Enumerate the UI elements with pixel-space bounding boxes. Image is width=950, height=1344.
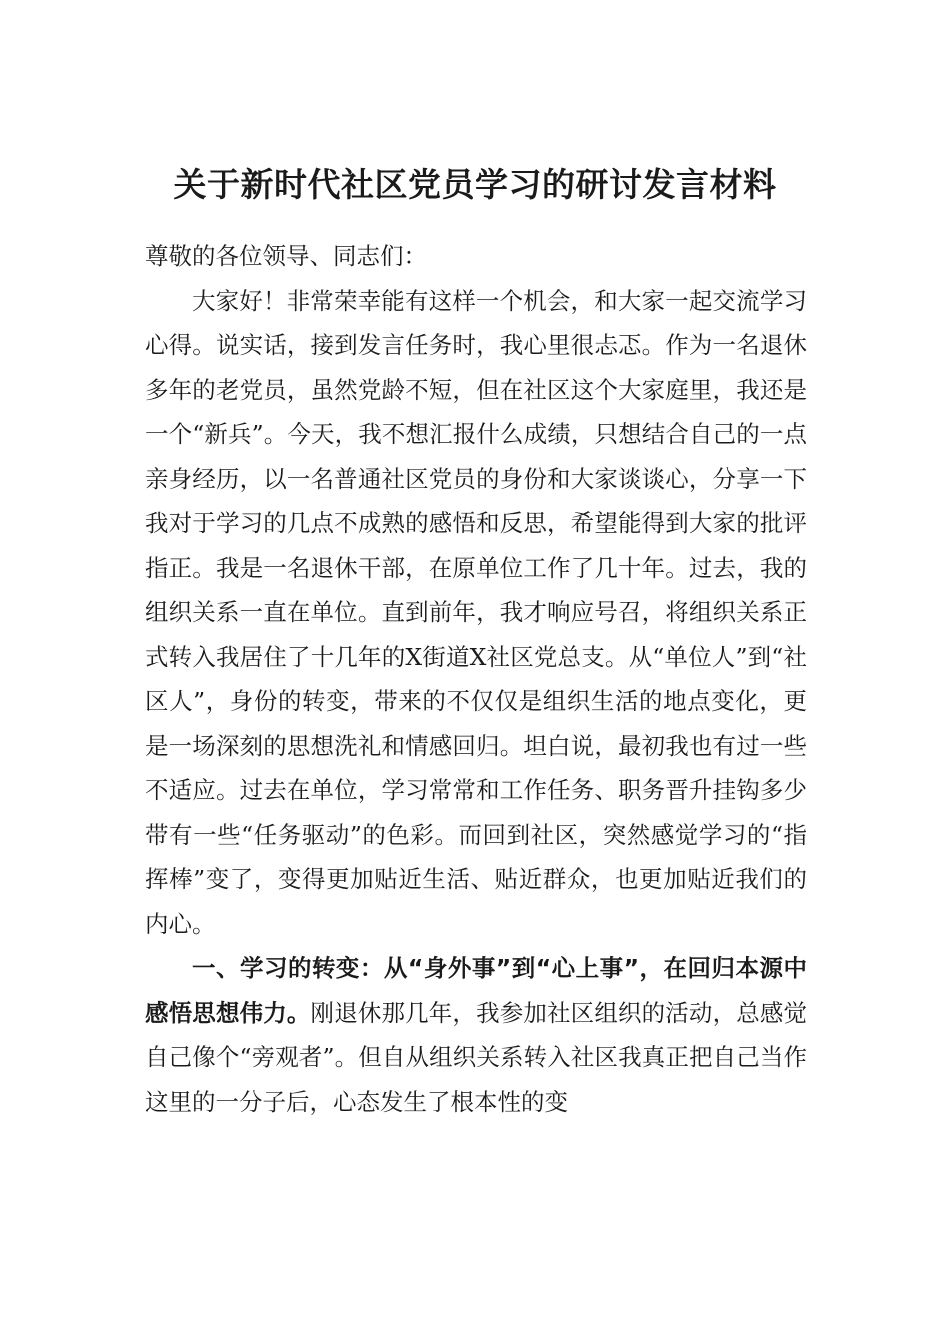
paragraph-intro: 大家好！非常荣幸能有这样一个机会，和大家一起交流学习心得。说实话，接到发言任务时，我心里很忐忑。作为一名退休多年的老党员，虽然党龄不短，但在社区这个大家庭里，我还是一个“新兵”。今天，我不想汇报什么成绩，只想结合自己的一点亲身经历，以一名普通社区党员的身份和大家谈谈心，分享一下我对于学习的几点不成熟的感悟和反思，希望能得到大家的批评指正。我是一名退休干部，在原单位工作了几十年。过去，我的组织关系一直在单位。直到前年，我才响应号召，将组织关系正式转入我居住了十几年的X街道X社区党总支。从“单位人”到“社区人”，身份的转变，带来的不仅仅是组织生活的地点变化，更是一场深刻的思想洗礼和情感回归。坦白说，最初我也有过一些不适应。过去在单位，学习常常和工作任务、职务晋升挂钩多少带有一些“任务驱动”的色彩。而回到社区，突然感觉学习的“指挥棒”变了，变得更加贴近生活、贴近群众，也更加贴近我们的内心。 [145,286,807,938]
section-1-text: 刚退休那几年，我参加社区组织的活动，总感觉自己像个“旁观者”。但自从组织关系转入社区我真正把自己当作这里的一分子后，心态发生了根本性的变 [145,998,808,1116]
paragraph-section-1 [145,946,807,1124]
salutation: 尊敬的各位领导、同志们： [145,242,427,270]
document-title: 关于新时代社区党员学习的研讨发言材料 [173,165,777,204]
section-1-heading: 一、学习的转变：从“身外事”到“心上事”，在回归本源中感悟思想伟力。 [145,954,807,1027]
document-body [145,234,807,1124]
